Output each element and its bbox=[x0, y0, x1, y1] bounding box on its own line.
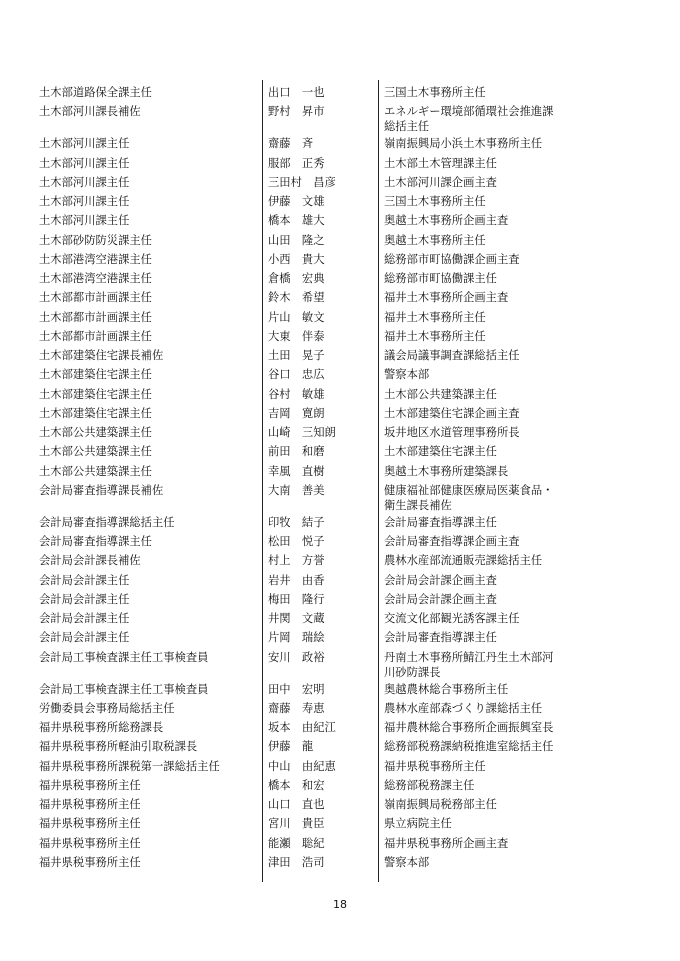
table-row bbox=[0, 551, 680, 570]
table-row bbox=[0, 423, 680, 442]
new-position-cell: 土木部河川課主任 bbox=[39, 195, 130, 208]
table-row bbox=[0, 192, 680, 211]
previous-position-cell: 嶺南振興局税務部主任 bbox=[384, 798, 497, 811]
previous-position-cell: 会計局審査指導課主任 bbox=[384, 631, 497, 645]
table-row bbox=[0, 513, 680, 532]
new-position-cell: 土木部公共建築課主任 bbox=[39, 426, 152, 439]
new-position-cell: 福井県税事務所主任 bbox=[39, 836, 141, 850]
previous-position-cell: 農林水産部森づくり課総括主任 bbox=[384, 701, 543, 715]
person-name-cell: 小西 貴大 bbox=[268, 252, 325, 266]
new-position-cell: 土木部道路保全課主任 bbox=[39, 86, 152, 99]
person-name-cell: 田中 宏明 bbox=[268, 682, 325, 696]
table-row bbox=[0, 571, 680, 590]
table-row bbox=[0, 404, 680, 423]
previous-position-cell: 警察本部 bbox=[384, 368, 430, 382]
person-name-cell: 片岡 瑞絵 bbox=[268, 631, 325, 645]
person-name-cell: 土田 晃子 bbox=[268, 349, 325, 362]
new-position-cell: 福井県税事務所主任 bbox=[39, 817, 141, 831]
new-position-cell: 会計局会計課主任 bbox=[39, 612, 130, 625]
personnel-table bbox=[0, 83, 680, 872]
previous-position-cell: 三国土木事務所主任 bbox=[384, 86, 486, 99]
previous-position-cell: 奥越土木事務所企画主査 bbox=[384, 214, 509, 228]
previous-position-cell: 土木部建築住宅課主任 bbox=[384, 445, 497, 459]
table-row bbox=[0, 834, 680, 853]
previous-position-cell: 警察本部 bbox=[384, 855, 430, 869]
previous-position-cell: 総務部税務課納税推進室総括主任 bbox=[384, 740, 554, 754]
person-name-cell: 能瀬 聡紀 bbox=[268, 836, 325, 850]
previous-position-cell: 坂井地区水道管理事務所長 bbox=[384, 426, 520, 439]
table-row bbox=[0, 173, 680, 192]
table-row bbox=[0, 776, 680, 795]
person-name-cell: 三田村 昌彦 bbox=[268, 175, 336, 189]
person-name-cell: 大東 伴泰 bbox=[268, 329, 325, 343]
previous-position-cell: 奥越農林総合事務所主任 bbox=[384, 682, 509, 696]
new-position-cell: 土木部建築住宅課長補佐 bbox=[39, 349, 164, 362]
new-position-cell: 土木部港湾空港課主任 bbox=[39, 252, 152, 266]
table-row bbox=[0, 250, 680, 269]
person-name-cell: 山田 隆之 bbox=[268, 233, 325, 247]
person-name-cell: 中山 由紀恵 bbox=[268, 759, 336, 773]
table-row bbox=[0, 134, 680, 153]
person-name-cell: 吉岡 寛朗 bbox=[268, 406, 325, 420]
person-name-cell: 印牧 結子 bbox=[268, 515, 325, 529]
previous-position-cell: 総務部市町協働課企画主査 bbox=[384, 252, 520, 266]
person-name-cell: 坂本 由紀江 bbox=[268, 721, 336, 734]
table-row bbox=[0, 590, 680, 609]
new-position-cell: 会計局会計課主任 bbox=[39, 592, 130, 606]
table-row bbox=[0, 154, 680, 173]
person-name-cell: 片山 敏文 bbox=[268, 310, 325, 324]
previous-position-cell: 農林水産部流通販売課総括主任 bbox=[384, 554, 543, 568]
person-name-cell: 安川 政裕 bbox=[268, 650, 325, 664]
table-row bbox=[0, 462, 680, 481]
page-number: 18 bbox=[333, 898, 347, 911]
table-row bbox=[0, 269, 680, 288]
new-position-cell: 土木部河川課長補佐 bbox=[39, 105, 141, 119]
previous-position-cell: 土木部河川課企画主査 bbox=[384, 175, 497, 189]
person-name-cell: 倉橋 宏典 bbox=[268, 272, 325, 285]
person-name-cell: 齋藤 斉 bbox=[268, 137, 314, 151]
new-position-cell: 土木部建築住宅課主任 bbox=[39, 387, 152, 401]
person-name-cell: 谷村 敏雄 bbox=[268, 387, 325, 401]
new-position-cell: 福井県税事務所主任 bbox=[39, 798, 141, 811]
table-row bbox=[0, 102, 680, 134]
person-name-cell: 幸風 直樹 bbox=[268, 464, 325, 478]
new-position-cell: 会計局工事検査課主任工事検査員 bbox=[39, 650, 209, 664]
new-position-cell: 土木部都市計画課主任 bbox=[39, 329, 152, 343]
previous-position-cell: 総務部税務課主任 bbox=[384, 778, 475, 792]
new-position-cell: 会計局会計課主任 bbox=[39, 631, 130, 645]
table-row bbox=[0, 442, 680, 461]
previous-position-cell: 福井県税事務所主任 bbox=[384, 759, 486, 773]
table-row bbox=[0, 737, 680, 756]
previous-position-cell: 会計局審査指導課主任 bbox=[384, 515, 497, 529]
new-position-cell: 土木部河川課主任 bbox=[39, 175, 130, 189]
new-position-cell: 土木部河川課主任 bbox=[39, 214, 130, 228]
new-position-cell: 福井県税事務所軽油引取税課長 bbox=[39, 740, 198, 754]
person-name-cell: 梅田 隆行 bbox=[268, 592, 325, 606]
person-name-cell: 山口 直也 bbox=[268, 798, 325, 811]
person-name-cell: 伊藤 龍 bbox=[268, 740, 314, 754]
table-row bbox=[0, 365, 680, 384]
table-row bbox=[0, 757, 680, 776]
table-row bbox=[0, 680, 680, 699]
new-position-cell: 土木部港湾空港課主任 bbox=[39, 272, 152, 285]
new-position-cell: 福井県税事務所主任 bbox=[39, 778, 141, 792]
previous-position-cell: 総務部市町協働課主任 bbox=[384, 272, 497, 285]
table-row bbox=[0, 83, 680, 102]
table-row bbox=[0, 532, 680, 551]
previous-position-cell: 交流文化部観光誘客課主任 bbox=[384, 612, 520, 625]
new-position-cell: 土木部公共建築課主任 bbox=[39, 445, 152, 459]
table-row bbox=[0, 327, 680, 346]
person-name-cell: 大南 善美 bbox=[268, 483, 325, 497]
person-name-cell: 橋本 和宏 bbox=[268, 778, 325, 792]
table-row bbox=[0, 628, 680, 647]
new-position-cell: 会計局審査指導課総括主任 bbox=[39, 515, 175, 529]
new-position-cell: 福井県税事務所主任 bbox=[39, 855, 141, 869]
person-name-cell: 松田 悦子 bbox=[268, 535, 325, 548]
person-name-cell: 服部 正秀 bbox=[268, 156, 325, 170]
table-row bbox=[0, 481, 680, 513]
person-name-cell: 村上 方誉 bbox=[268, 554, 325, 568]
previous-position-cell: 福井県税事務所企画主査 bbox=[384, 836, 509, 850]
person-name-cell: 津田 浩司 bbox=[268, 855, 325, 869]
previous-position-cell: 福井土木事務所企画主査 bbox=[384, 291, 509, 305]
new-position-cell: 会計局審査指導課主任 bbox=[39, 535, 152, 548]
person-name-cell: 井関 文蔵 bbox=[268, 612, 325, 625]
person-name-cell: 鈴木 希望 bbox=[268, 291, 325, 305]
new-position-cell: 土木部河川課主任 bbox=[39, 156, 130, 170]
new-position-cell: 福井県税事務所課税第一課総括主任 bbox=[39, 759, 220, 773]
previous-position-cell: 奥越土木事務所建築課長 bbox=[384, 464, 509, 478]
table-row bbox=[0, 814, 680, 833]
previous-position-cell: 会計局審査指導課企画主査 bbox=[384, 535, 520, 548]
new-position-cell: 土木部砂防防災課主任 bbox=[39, 233, 152, 247]
new-position-cell: 土木部建築住宅課主任 bbox=[39, 368, 152, 382]
person-name-cell: 山崎 三知朗 bbox=[268, 426, 336, 439]
table-row bbox=[0, 609, 680, 628]
previous-position-cell: 土木部土木管理課主任 bbox=[384, 156, 497, 170]
new-position-cell: 会計局審査指導課長補佐 bbox=[39, 483, 164, 497]
person-name-cell: 橋本 雄大 bbox=[268, 214, 325, 228]
person-name-cell: 谷口 忠広 bbox=[268, 368, 325, 382]
previous-position-cell: 福井土木事務所主任 bbox=[384, 310, 486, 324]
previous-position-cell: 議会局議事調査課総括主任 bbox=[384, 349, 520, 362]
previous-position-cell: 福井農林総合事務所企画振興室長 bbox=[384, 721, 554, 734]
new-position-cell: 土木部公共建築課主任 bbox=[39, 464, 152, 478]
table-row bbox=[0, 648, 680, 680]
new-position-cell: 土木部河川課主任 bbox=[39, 137, 130, 151]
previous-position-cell: 土木部公共建築課主任 bbox=[384, 387, 497, 401]
person-name-cell: 野村 昇市 bbox=[268, 105, 325, 119]
new-position-cell: 福井県税事務所総務課長 bbox=[39, 721, 164, 734]
previous-position-cell: 三国土木事務所主任 bbox=[384, 195, 486, 208]
previous-position-cell: 嶺南振興局小浜土木事務所主任 bbox=[384, 137, 543, 151]
table-row bbox=[0, 346, 680, 365]
person-name-cell: 出口 一也 bbox=[268, 86, 325, 99]
table-row bbox=[0, 718, 680, 737]
table-row bbox=[0, 211, 680, 230]
table-row bbox=[0, 231, 680, 250]
person-name-cell: 前田 和磨 bbox=[268, 445, 325, 459]
table-row bbox=[0, 308, 680, 327]
table-row bbox=[0, 699, 680, 718]
new-position-cell: 土木部都市計画課主任 bbox=[39, 291, 152, 305]
person-name-cell: 岩井 由香 bbox=[268, 573, 325, 587]
person-name-cell: 伊藤 文雄 bbox=[268, 195, 325, 208]
person-name-cell: 宮川 貴臣 bbox=[268, 817, 325, 831]
previous-position-cell: エネルギー環境部循環社会推進課総括主任 bbox=[384, 105, 554, 134]
previous-position-cell: 奥越土木事務所主任 bbox=[384, 233, 486, 247]
new-position-cell: 会計局会計課主任 bbox=[39, 573, 130, 587]
previous-position-cell: 福井土木事務所主任 bbox=[384, 329, 486, 343]
new-position-cell: 土木部建築住宅課主任 bbox=[39, 406, 152, 420]
new-position-cell: 労働委員会事務局総括主任 bbox=[39, 701, 175, 715]
previous-position-cell: 県立病院主任 bbox=[384, 817, 452, 831]
previous-position-cell: 会計局会計課企画主査 bbox=[384, 573, 497, 587]
new-position-cell: 会計局工事検査課主任工事検査員 bbox=[39, 682, 209, 696]
new-position-cell: 土木部都市計画課主任 bbox=[39, 310, 152, 324]
table-row bbox=[0, 853, 680, 872]
table-row bbox=[0, 288, 680, 307]
table-row bbox=[0, 795, 680, 814]
previous-position-cell: 健康福祉部健康医療局医薬食品・衛生課長補佐 bbox=[384, 483, 554, 512]
person-name-cell: 齋藤 寿恵 bbox=[268, 701, 325, 715]
previous-position-cell: 会計局会計課企画主査 bbox=[384, 592, 497, 606]
previous-position-cell: 丹南土木事務所鯖江丹生土木部河川砂防課長 bbox=[384, 650, 554, 679]
new-position-cell: 会計局会計課長補佐 bbox=[39, 554, 141, 568]
table-row bbox=[0, 385, 680, 404]
previous-position-cell: 土木部建築住宅課企画主査 bbox=[384, 406, 520, 420]
